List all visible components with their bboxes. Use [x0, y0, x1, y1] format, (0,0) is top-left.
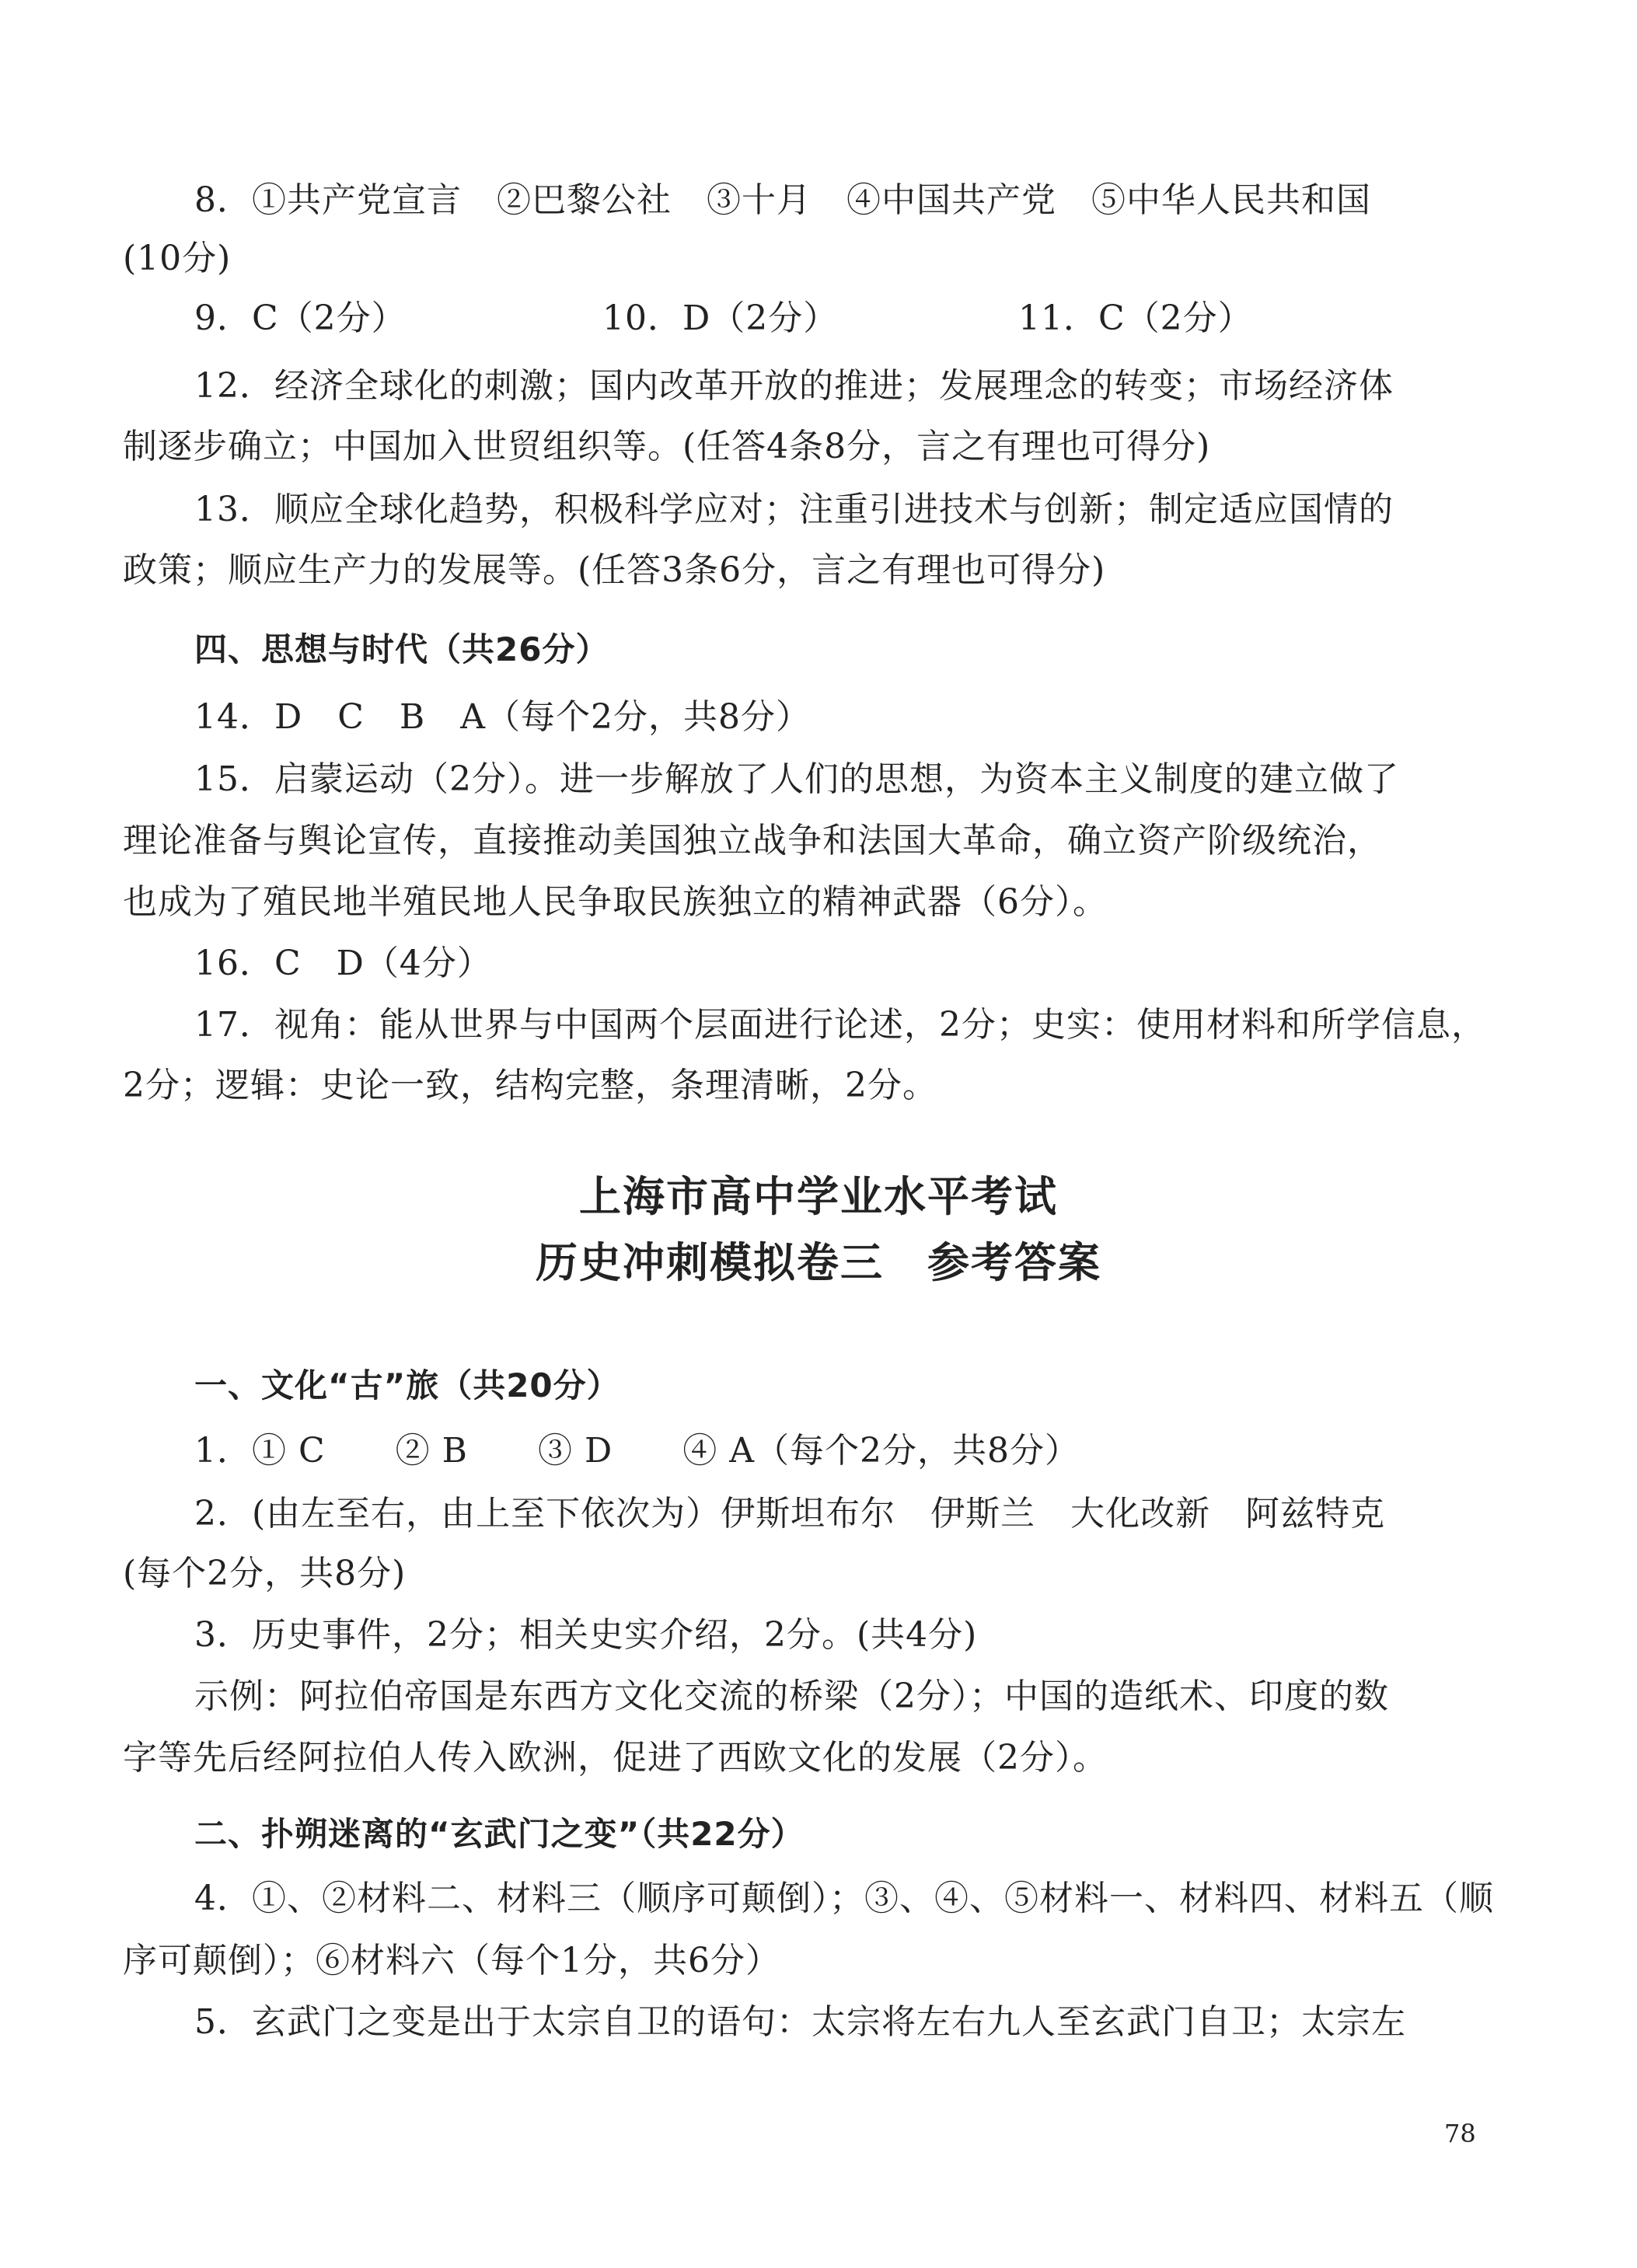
answer-3-example-line1: 示例：阿拉伯帝国是东西方文化交流的桥梁（2分）；中国的造纸术、印度的数 — [194, 1677, 1389, 1716]
answer-11: 11．C（2分） — [1018, 298, 1253, 338]
exam-title-line2: 历史冲刺模拟卷三 参考答案 — [536, 1238, 1101, 1287]
page-number: 78 — [1444, 2119, 1476, 2148]
answer-15-line1: 15．启蒙运动（2分）。进一步解放了人们的思想，为资本主义制度的建立做了 — [194, 759, 1399, 799]
answer-15-line2: 理论准备与舆论宣传，直接推动美国独立战争和法国大革命，确立资产阶级统治， — [123, 821, 1382, 860]
answer-17-line2: 2分；逻辑：史论一致，结构完整，条理清晰，2分。 — [123, 1066, 937, 1105]
answer-8-line2: (10分) — [123, 239, 232, 278]
answer-12-line2: 制逐步确立；中国加入世贸组织等。(任答4条8分，言之有理也可得分) — [123, 427, 1211, 466]
answer-4-line2: 序可颠倒）；⑥材料六（每个1分，共6分） — [123, 1941, 780, 1980]
answer-9: 9．C（2分） — [194, 298, 407, 338]
answers-9-11 — [194, 295, 1500, 342]
answer-8-line1: 8．①共产党宣言 ②巴黎公社 ③十月 ④中国共产党 ⑤中华人民共和国 — [194, 180, 1371, 220]
answer-14: 14．D C B A（每个2分，共8分） — [194, 697, 812, 737]
answer-4-line1: 4．①、②材料二、材料三（顺序可颠倒）；③、④、⑤材料一、材料四、材料五（顺 — [194, 1879, 1494, 1918]
section-heading-1: 一、文化“古”旅（共20分） — [194, 1366, 620, 1404]
answer-15-line3: 也成为了殖民地半殖民地人民争取民族独立的精神武器（6分）。 — [123, 882, 1108, 922]
answer-10: 10．D（2分） — [602, 298, 839, 338]
answer-17-line1: 17．视角：能从世界与中国两个层面进行论述，2分；史实：使用材料和所学信息， — [194, 1005, 1486, 1045]
answer-2-line1: 2．(由左至右，由上至下依次为）伊斯坦布尔 伊斯兰 大化改新 阿兹特克 — [194, 1494, 1386, 1534]
answer-5-line1: 5．玄武门之变是出于太宗自卫的语句：太宗将左右九人至玄武门自卫；太宗左 — [194, 2002, 1406, 2042]
answer-1: 1．① C ② B ③ D ④ A（每个2分，共8分） — [194, 1431, 1080, 1471]
section-heading-2: 二、扑朔迷离的“玄武门之变”（共22分） — [194, 1815, 805, 1853]
answer-12-line1: 12．经济全球化的刺激；国内改革开放的推进；发展理念的转变；市场经济体 — [194, 366, 1394, 406]
answer-16: 16．C D（4分） — [194, 944, 492, 983]
section-heading-4: 四、思想与时代（共26分） — [194, 630, 609, 668]
answer-13-line1: 13．顺应全球化趋势，积极科学应对；注重引进技术与创新；制定适应国情的 — [194, 490, 1394, 529]
answer-2-line2: (每个2分，共8分) — [123, 1554, 407, 1593]
answer-3-example-line2: 字等先后经阿拉伯人传入欧洲，促进了西欧文化的发展（2分）。 — [123, 1738, 1108, 1778]
answer-3-line1: 3．历史事件，2分；相关史实介绍，2分。(共4分) — [194, 1615, 978, 1655]
answer-13-line2: 政策；顺应生产力的发展等。(任答3条6分，言之有理也可得分) — [123, 550, 1106, 590]
exam-title-line1: 上海市高中学业水平考试 — [579, 1172, 1058, 1221]
